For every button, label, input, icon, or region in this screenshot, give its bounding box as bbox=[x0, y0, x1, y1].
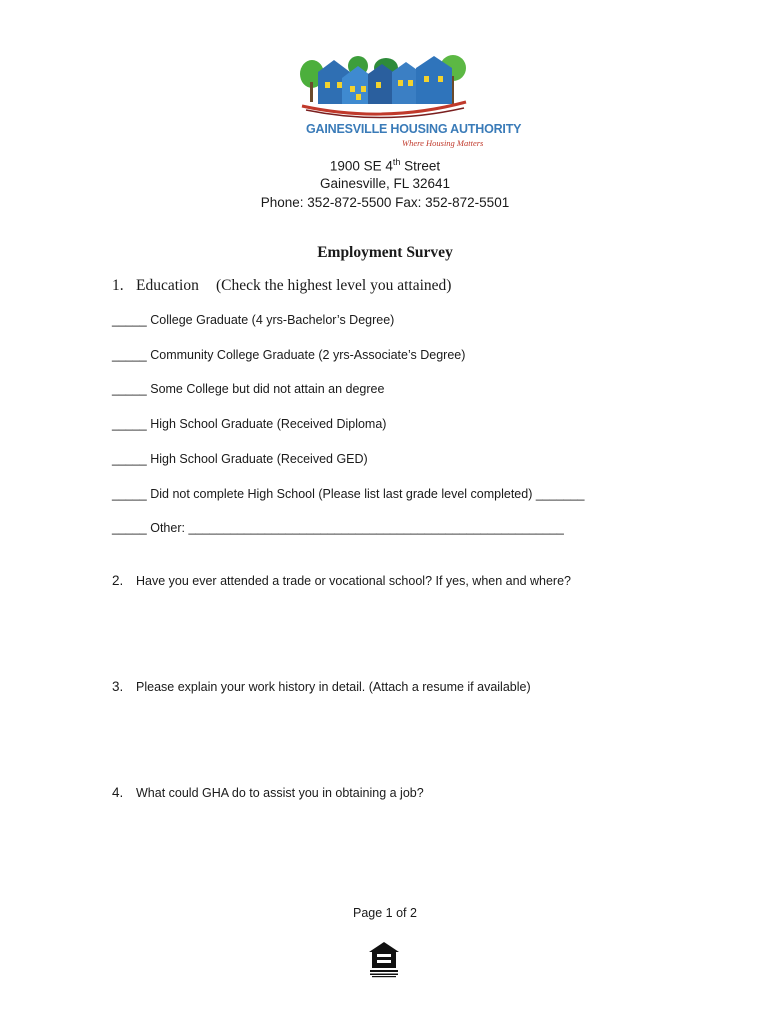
houses-and-trees-icon bbox=[298, 52, 470, 122]
q2-text: Have you ever attended a trade or vocational school? If yes, when and where? bbox=[136, 574, 571, 588]
address-city: Gainesville, FL 32641 bbox=[319, 176, 451, 191]
logo-tagline: Where Housing Matters bbox=[402, 138, 484, 148]
education-option-other[interactable]: _____ Other: ______________________________________________________ bbox=[112, 521, 564, 535]
q2-number: 2. bbox=[112, 573, 124, 588]
education-option-hs-diploma[interactable]: _____ High School Graduate (Received Diploma) bbox=[112, 417, 387, 431]
survey-title: Employment Survey bbox=[317, 244, 453, 261]
gha-logo bbox=[298, 52, 522, 152]
address-phone-fax: Phone: 352-872-5500 Fax: 352-872-5501 bbox=[260, 195, 510, 210]
q1-number: 1. bbox=[112, 277, 124, 294]
street-prefix: 1900 SE 4 bbox=[329, 158, 393, 174]
education-option-hs-ged[interactable]: _____ High School Graduate (Received GED) bbox=[112, 452, 368, 466]
education-option-some-college[interactable]: _____ Some College but did not attain an degree bbox=[112, 382, 385, 396]
q4-number: 4. bbox=[112, 785, 124, 800]
q1-label: Education bbox=[136, 277, 199, 294]
logo-org-name: GAINESVILLE HOUSING AUTHORITY bbox=[306, 122, 522, 136]
q4-text: What could GHA do to assist you in obtaining a job? bbox=[136, 786, 424, 800]
education-option-no-hs[interactable]: _____ Did not complete High School (Please list last grade level completed) _______ bbox=[112, 487, 585, 501]
q3-text: Please explain your work history in detail. (Attach a resume if available) bbox=[136, 680, 531, 694]
street-superscript: th bbox=[392, 157, 401, 167]
q3-number: 3. bbox=[112, 679, 124, 694]
education-option-college[interactable]: _____ College Graduate (4 yrs-Bachelor’s Degree) bbox=[112, 313, 395, 327]
q1-instruction: (Check the highest level you attained) bbox=[216, 277, 452, 294]
education-option-community-college[interactable]: _____ Community College Graduate (2 yrs-Associate’s Degree) bbox=[112, 348, 466, 362]
address-street bbox=[0, 153, 770, 176]
equal-housing-opportunity-icon bbox=[367, 940, 401, 978]
page-number: Page 1 of 2 bbox=[353, 906, 417, 920]
street-suffix: Street bbox=[400, 158, 441, 174]
